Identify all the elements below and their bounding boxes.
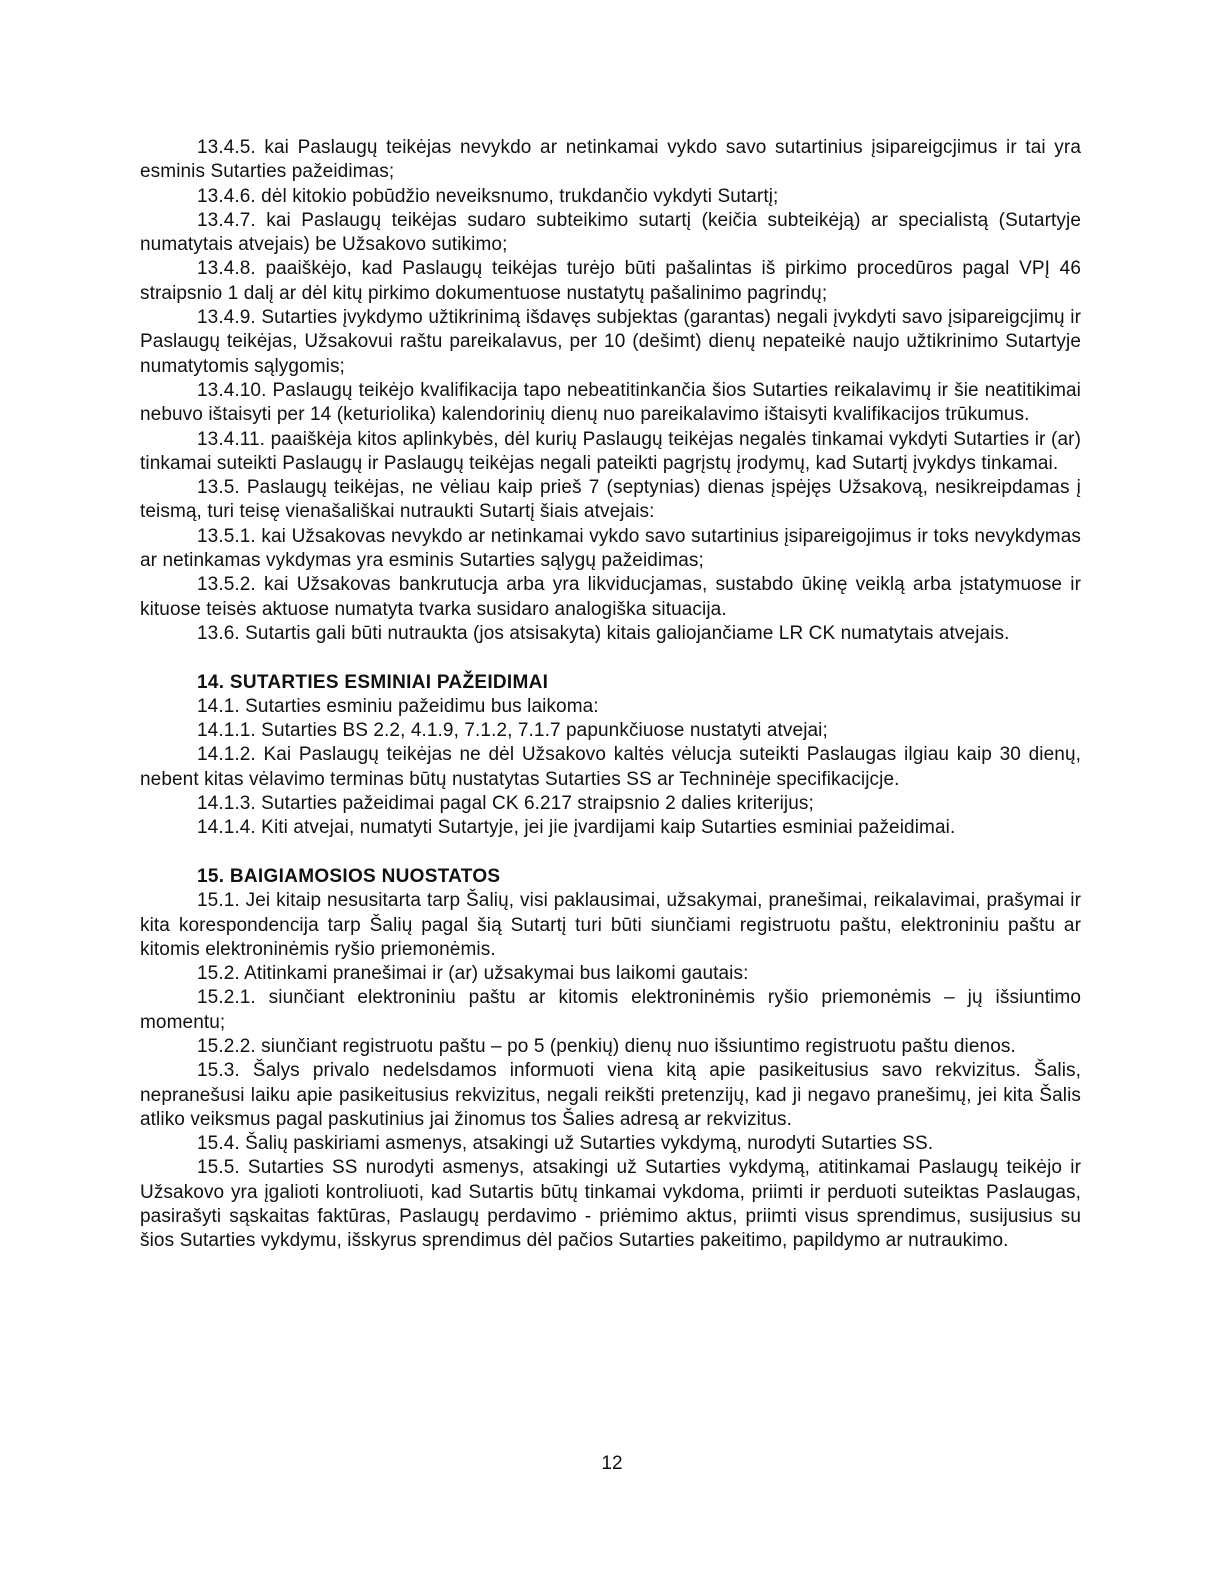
document-body	[140, 136, 1081, 1254]
section-heading: 14. SUTARTIES ESMINIAI PAŽEIDIMAI	[197, 671, 549, 693]
paragraph: 13.4.6. dėl kitokio pobūdžio neveiksnumo, trukdančio vykdyti Sutartį;	[197, 185, 779, 207]
paragraph: 14.1.2. Kai Paslaugų teikėjas ne dėl Užsakovo kaltės vėlucja suteikti Paslaugas ilgiau kaip 30 dienų, nebent kitas vėlavimo terminas būtų nustatytas Sutarties SS ar Techninėje specifikacijcje.	[140, 744, 1081, 790]
paragraph: 14.1.3. Sutarties pažeidimai pagal CK 6.217 straipsnio 2 dalies kriterijus;	[197, 793, 814, 815]
paragraph: 13.4.11. paaiškėja kitos aplinkybės, dėl kurių Paslaugų teikėjas negalės tinkamai vykdyti Sutarties ir (ar) tinkamai suteikti Paslaugų ir Paslaugų teikėjas negali pateikti pagrįstų įrodymų, kad Sutartį įvykdys tinkamai.	[140, 428, 1081, 474]
paragraph: 15.2. Atitinkami pranešimai ir (ar) užsakymai bus laikomi gautais:	[197, 963, 749, 985]
paragraph: 15.4. Šalių paskiriami asmenys, atsakingi už Sutarties vykdymą, nurodyti Sutarties SS.	[197, 1133, 934, 1155]
paragraph: 13.5.2. kai Užsakovas bankrutucja arba yra likviducjamas, sustabdo ūkinę veiklą arba įstatymuose ir kituose teisės aktuose numatyta tvarka susidaro analogiška situacija.	[140, 574, 1081, 620]
paragraph: 13.6. Sutartis gali būti nutraukta (jos atsisakyta) kitais galiojančiame LR CK numatytais atvejais.	[197, 622, 1010, 644]
paragraph: 13.5.1. kai Užsakovas nevykdo ar netinkamai vykdo savo sutartinius įsipareigojimus ir toks nevykdymas ar netinkamas vykdymas yra esminis Sutarties sąlygų pažeidimas;	[140, 525, 1081, 572]
paragraph: 15.3. Šalys privalo nedelsdamos informuoti viena kitą apie pasikeitusius savo rekvizitus. Šalis, nepranešusi laiku apie pasikeitusius rekvizitus, negali reikšti pretenzijų, kad ji negavo pranešimų, jei kita Šalis atliko veiksmus pagal paskutinius jai žinomus tos Šalies adresą ar rekvizitus.	[140, 1060, 1081, 1130]
paragraph: 14.1.1. Sutarties BS 2.2, 4.1.9, 7.1.2, 7.1.7 papunkčiuose nustatyti atvejai;	[197, 720, 828, 742]
paragraph: 13.5. Paslaugų teikėjas, ne vėliau kaip prieš 7 (septynias) dienas įspėjęs Užsakovą, nesikreipdamas į teismą, turi teisę vienašališkai nutraukti Sutartį šiais atvejais:	[140, 477, 1081, 523]
paragraph: 13.4.7. kai Paslaugų teikėjas sudaro subteikimo sutartį (keičia subteikėją) ar specialistą (Sutartyje numatytais atvejais) be Užsakovo sutikimo;	[140, 209, 1081, 256]
paragraph: 13.4.9. Sutarties įvykdymo užtikrinimą išdavęs subjektas (garantas) negali įvykdyti savo įsipareigcjimų ir Paslaugų teikėjas, Užsakovui raštu pareikalavus, per 10 (dešimt) dienų nepateikė naujo užtikrinimo Sutartyje numatytomis sąlygomis;	[140, 307, 1081, 377]
paragraph: 14.1.4. Kiti atvejai, numatyti Sutartyje, jei jie įvardijami kaip Sutarties esminiai pažeidimai.	[197, 817, 956, 839]
paragraph: 13.4.10. Paslaugų teikėjo kvalifikacija tapo nebeatitinkančia šios Sutarties reikalavimų ir šie neatitikimai nebuvo ištaisyti per 14 (keturiolika) kalendorinių dienų nuo pareikalavimo ištaisyti kvalifikacijos trūkumus.	[140, 379, 1081, 426]
paragraph: 15.2.1. siunčiant elektroniniu paštu ar kitomis elektroninėmis ryšio priemonėmis – jų išsiuntimo momentu;	[140, 987, 1081, 1033]
paragraph: 14.1. Sutarties esminiu pažeidimu bus laikoma:	[197, 695, 599, 717]
page-number: 12	[601, 1453, 623, 1474]
paragraph: 15.1. Jei kitaip nesusitarta tarp Šalių, visi paklausimai, užsakymai, pranešimai, reikalavimai, prašymai ir kita korespondencija tarp Šalių pagal šią Sutartį turi būti siunčiami registruotu paštu, elektroniniu paštu ar kitomis elektroninėmis ryšio priemonėmis.	[140, 890, 1081, 960]
paragraph: 15.5. Sutarties SS nurodyti asmenys, atsakingi už Sutarties vykdymą, atitinkamai Paslaugų teikėjo ir Užsakovo yra įgalioti kontroliuoti, kad Sutartis būtų tinkamai vykdoma, priimti ir perduoti suteiktas Paslaugas, pasirašyti sąskaitas faktūras, Paslaugų perdavimo - priėmimo aktus, priimti visus sprendimus, susijusius su šios Sutarties vykdymu, išskyrus sprendimus dėl pačios Sutarties pakeitimo, papildymo ar nutraukimo.	[140, 1157, 1081, 1252]
section-heading: 15. BAIGIAMOSIOS NUOSTATOS	[197, 865, 501, 887]
paragraph: 13.4.5. kai Paslaugų teikėjas nevykdo ar netinkamai vykdo savo sutartinius įsipareigcjimus ir tai yra esminis Sutarties pažeidimas;	[140, 137, 1081, 183]
paragraph: 15.2.2. siunčiant registruotu paštu – po 5 (penkių) dienų nuo išsiuntimo registruotu paštu dienos.	[197, 1035, 1016, 1057]
paragraph: 13.4.8. paaiškėjo, kad Paslaugų teikėjas turėjo būti pašalintas iš pirkimo procedūros pagal VPĮ 46 straipsnio 1 dalį ar dėl kitų pirkimo dokumentuose nustatytų pašalinimo pagrindų;	[140, 258, 1081, 304]
